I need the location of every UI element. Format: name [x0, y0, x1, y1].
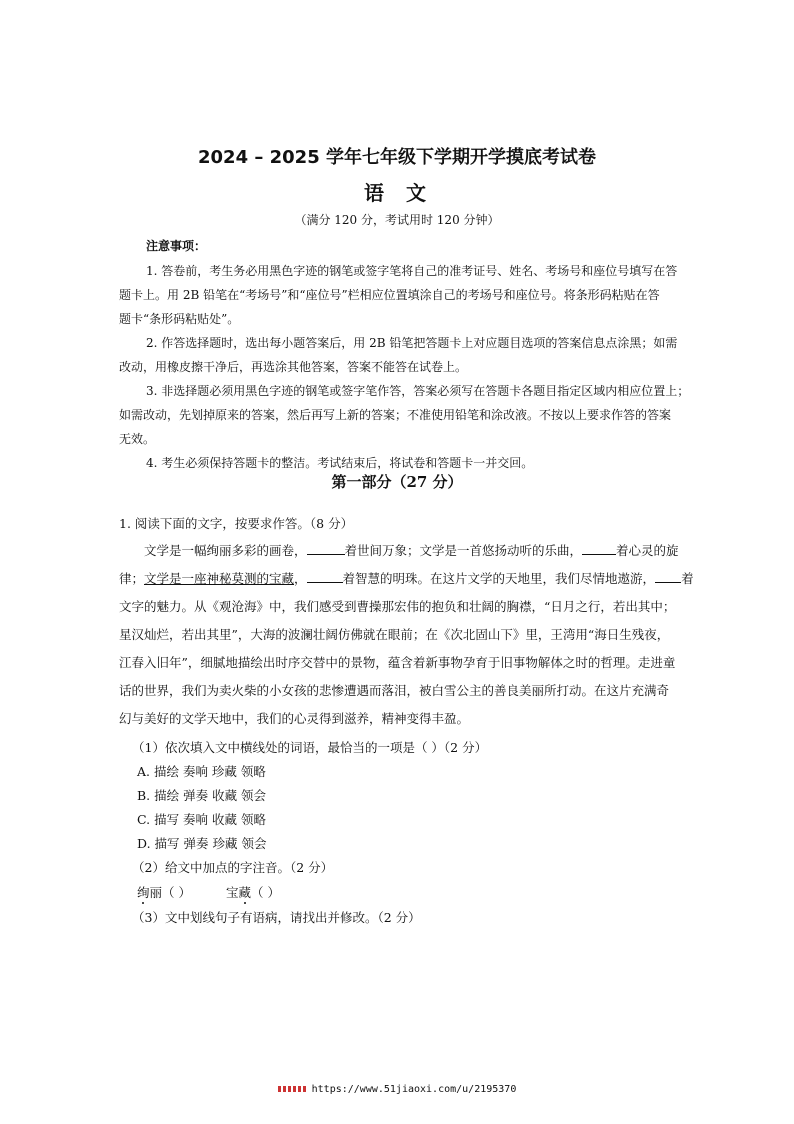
passage-text: 着智慧的明珠。在这片文学的天地里，我们尽情地遨游，: [342, 571, 656, 586]
underlined-sentence: 文学是一座神秘莫测的宝藏: [144, 571, 295, 586]
passage-text: 着: [681, 571, 694, 586]
option-a: A. 描绘 奏响 珍藏 领略: [137, 764, 266, 779]
notes-line: 3. 非选择题必须用黑色字迹的钢笔或签字笔作答，答案必须写在答题卡各题目指定区域内相应位置上；: [146, 384, 690, 398]
site-logo: [278, 1086, 308, 1092]
notes-line: 无效。: [119, 432, 156, 446]
notes-line: 改动，用橡皮擦干净后，再选涂其他答案，答案不能答在试卷上。: [119, 360, 468, 374]
question-stem: 1. 阅读下面的文字，按要求作答。（8 分）: [119, 516, 354, 531]
passage-text: 着世间万象；文学是一首悠扬动听的乐曲，: [344, 543, 583, 558]
section-title: 第一部分（27 分）: [331, 473, 463, 491]
sub-question-2: （2）给文中加点的字注音。（2 分）: [132, 860, 334, 875]
exam-title: 2024 – 2025 学年七年级下学期开学摸底考试卷: [198, 147, 596, 168]
option-b: B. 描绘 弹奏 收藏 领会: [137, 788, 267, 803]
fill-blank: [307, 542, 345, 555]
passage-text: 文学是一幅绚丽多彩的画卷，: [144, 543, 307, 558]
footer: [0, 1084, 794, 1095]
passage-line: 话的世界，我们为卖火柴的小女孩的悲惨遭遇而落泪，被白雪公主的善良美丽所打动。在这片充满奇: [119, 683, 670, 698]
pinyin-item: [226, 883, 280, 901]
notes-line: 4. 考生必须保持答题卡的整洁。考试结束后，将试卷和答题卡一并交回。: [146, 456, 534, 470]
notes-line: 题卡“条形码粘贴处”。: [119, 312, 240, 326]
notes-line: 题卡上。用 2B 铅笔在“考场号”和“座位号”栏相应位置填涂自己的考场号和座位号。将条形码粘贴在答: [119, 288, 660, 302]
passage-line: 星汉灿烂，若出其里”，大海的波澜壮阔仿佛就在眼前；在《次北固山下》里，王湾用“海日生残夜，: [119, 627, 670, 642]
passage-line: 文字的魅力。从《观沧海》中，我们感受到曹操那宏伟的抱负和壮阔的胸襟，“日月之行，若出其中；: [119, 599, 676, 614]
pinyin-char: 宝: [226, 885, 239, 900]
passage-line: [119, 569, 694, 587]
subject-title: 语文: [364, 181, 448, 205]
passage-line: 幻与美好的文学天地中，我们的心灵得到滋养，精神变得丰盈。: [119, 711, 470, 726]
pinyin-blank: 丽（ ）: [149, 885, 191, 900]
fill-blank: [582, 542, 616, 555]
sub-question-1: （1）依次填入文中横线处的词语，最恰当的一项是（ ）（2 分）: [132, 740, 488, 755]
dotted-char: 藏: [238, 885, 252, 900]
passage-text: 着心灵的旋: [616, 543, 679, 558]
fill-blank: [655, 570, 681, 583]
passage-text: 律；: [119, 571, 145, 586]
exam-info: （满分 120 分，考试用时 120 分钟）: [294, 213, 500, 227]
passage-line: [144, 541, 679, 559]
option-d: D. 描写 弹奏 珍藏 领会: [137, 836, 267, 851]
notes-line: 1. 答卷前，考生务必用黑色字迹的钢笔或签字笔将自己的准考证号、姓名、考场号和座位号填写在答: [146, 264, 678, 278]
sub-question-3: （3）文中划线句子有语病，请找出并修改。（2 分）: [132, 910, 421, 925]
footer-url[interactable]: https://www.51jiaoxi.com/u/2195370: [311, 1084, 517, 1095]
fill-blank: [307, 570, 343, 583]
notes-line: 2. 作答选择题时，选出每小题答案后，用 2B 铅笔把答题卡上对应题目选项的答案信息点涂黑；如需: [146, 336, 678, 350]
notes-line: 如需改动，先划掉原来的答案，然后再写上新的答案；不准使用铅笔和涂改液。不按以上要求作答的答案: [119, 408, 672, 422]
dotted-char: 绚: [137, 885, 150, 900]
pinyin-item: [137, 883, 191, 901]
passage-text: ，: [294, 571, 307, 586]
pinyin-blank: （ ）: [251, 885, 281, 900]
option-c: C. 描写 奏响 收藏 领略: [137, 812, 266, 827]
notes-heading: 注意事项：: [146, 239, 207, 253]
passage-line: 江春入旧年”，细腻地描绘出时序交替中的景物，蕴含着新事物孕育于旧事物解体之时的哲理。走进童: [119, 655, 676, 670]
